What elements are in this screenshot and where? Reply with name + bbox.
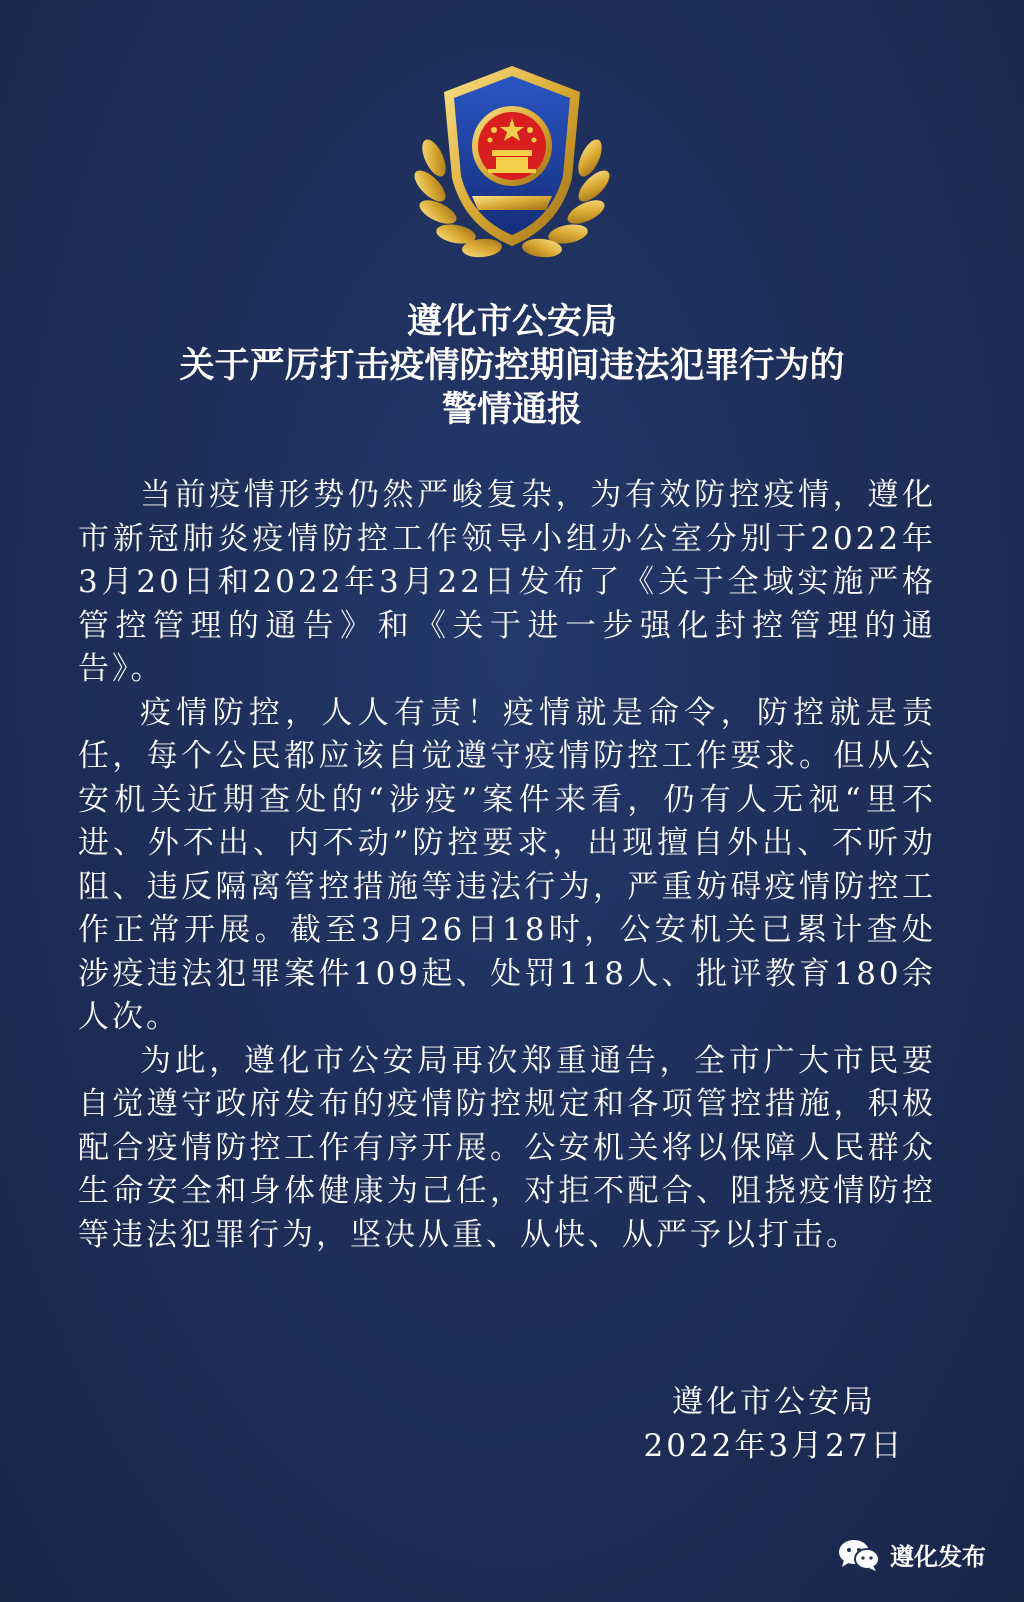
paragraph-1: 当前疫情形势仍然严峻复杂，为有效防控疫情，遵化市新冠肺炎疫情防控工作领导小组办公室分别于2022年3月20日和2022年3月22日发布了《关于全域实施严格管控管理的通告》和《关于进一步强化封控管理的通告》。 (78, 477, 936, 687)
title-type: 警情通报 (441, 389, 582, 430)
signature-org: 遵化市公安局 (672, 1384, 876, 1420)
signature-date: 2022年3月27日 (643, 1428, 905, 1464)
police-emblem-icon (412, 58, 612, 268)
notice-title (0, 300, 1024, 432)
title-subject: 关于严厉打击疫情防控期间违法犯罪行为的 (179, 345, 845, 386)
watermark-label: 遵化发布 (890, 1543, 986, 1571)
title-org: 遵化市公安局 (406, 301, 617, 342)
wechat-watermark (838, 1537, 986, 1572)
notice-body (78, 474, 936, 1257)
paragraph-3: 为此，遵化市公安局再次郑重通告，全市广大市民要自觉遵守政府发布的疫情防控规定和各项管控措施，积极配合疫情防控工作有序开展。公安机关将以保障人民群众生命安全和身体健康为己任，对拒不配合、阻挠疫情防控等违法犯罪行为，坚决从重、从快、从严予以打击。 (78, 1042, 936, 1253)
paragraph-2: 疫情防控，人人有责！疫情就是命令，防控就是责任，每个公民都应该自觉遵守疫情防控工作要求。但从公安机关近期查处的“涉疫”案件来看，仍有人无视“里不进、外不出、内不动”防控要求，出现擅自外出、不听劝阻、违反隔离管控措施等违法行为，严重妨碍疫情防控工作正常开展。截至3月26日18时，公安机关已累计查处涉疫违法犯罪案件109起、处罚118人、批评教育180余人次。 (78, 694, 936, 1035)
signature-block (640, 1380, 908, 1468)
wechat-icon (838, 1538, 880, 1572)
